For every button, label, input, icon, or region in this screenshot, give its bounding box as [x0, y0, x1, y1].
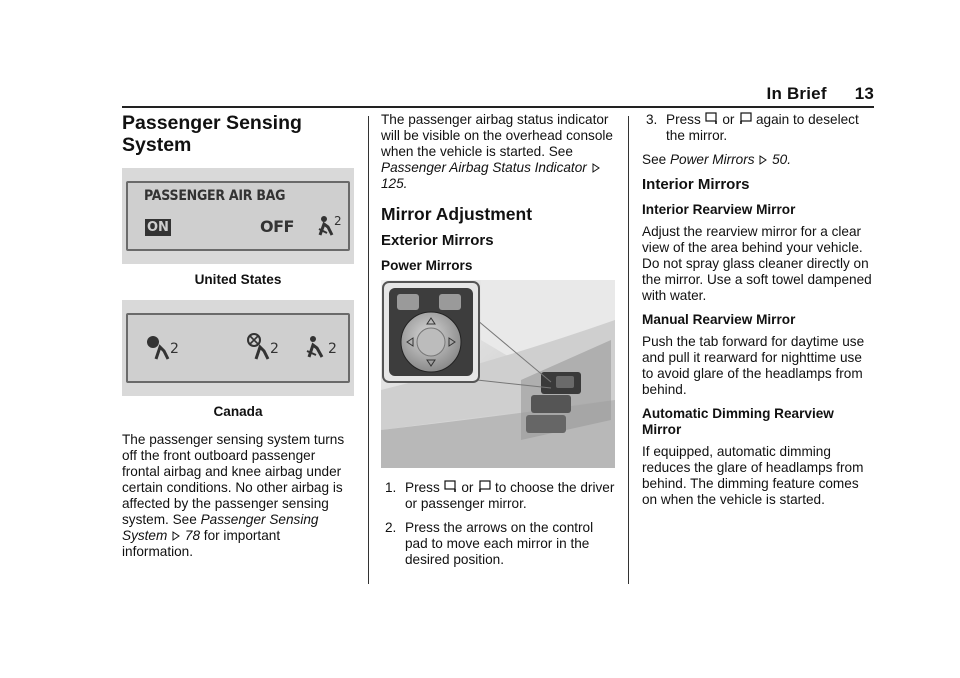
- lcd-title: PASSENGER AIR BAG: [144, 188, 286, 204]
- power-mirror-steps-cont: [642, 112, 876, 144]
- header-rule: [122, 106, 874, 108]
- step-1-or: or: [461, 480, 474, 495]
- exterior-mirrors-heading: Exterior Mirrors: [381, 232, 494, 249]
- sensing-tail-text: for important information.: [122, 528, 281, 559]
- airbag-off-seat-icon: [246, 333, 272, 361]
- power-mirrors-heading: Power Mirrors: [381, 258, 473, 273]
- column-3: [642, 112, 876, 516]
- interior-rearview-text: Adjust the rearview mirror for a clear view of the area behind your vehicle. Do not spray glass cleaner directly on the mirror. Use a soft towel dampened with water.: [642, 224, 872, 303]
- on-indicator: ON: [147, 220, 169, 235]
- auto-dimming-text: If equipped, automatic dimming reduces the glare of headlamps from behind. The dimming feature comes on when the vehicle is started.: [642, 444, 864, 507]
- us-airbag-display-image: [122, 168, 354, 264]
- power-mirrors-ref-page[interactable]: 50.: [772, 152, 792, 167]
- canada-icon-1-number: 2: [170, 341, 179, 357]
- page-header: [767, 84, 874, 104]
- door-panel-illustration: [381, 280, 615, 468]
- page-ref-arrow-icon: [171, 531, 181, 541]
- step-3-press: Press: [666, 112, 701, 127]
- power-mirrors-ref-link[interactable]: Power Mirrors: [669, 152, 755, 167]
- right-mirror-icon: [477, 480, 491, 493]
- page-ref-arrow-icon: [591, 163, 601, 173]
- interior-rearview-heading: Interior Rearview Mirror: [642, 202, 796, 217]
- canada-caption: Canada: [213, 404, 263, 419]
- step-3: [642, 112, 876, 144]
- column-divider-1: [368, 116, 369, 584]
- column-divider-2: [628, 116, 629, 584]
- status-text: The passenger airbag status indicator will be visible on the overhead console when the vehicle is started. See: [381, 112, 613, 159]
- airbag-lcd-panel-canada: [126, 313, 350, 383]
- step-2-text: Press the arrows on the control pad to move each mirror in the desired position.: [405, 520, 594, 567]
- passenger-seat-icon-canada: [304, 335, 330, 361]
- left-mirror-icon: [705, 112, 719, 125]
- page-number: 13: [854, 84, 874, 103]
- status-ref-link[interactable]: Passenger Airbag Status Indicator: [381, 160, 587, 175]
- manual-rearview-heading: Manual Rearview Mirror: [642, 312, 796, 327]
- status-paragraph: [381, 112, 615, 192]
- step-3-or: or: [722, 112, 735, 127]
- step-1: [381, 480, 615, 512]
- page-ref-arrow-icon: [758, 155, 768, 165]
- power-mirror-control-photo: [381, 280, 615, 468]
- step-2-number: 2.: [385, 520, 397, 535]
- step-3-number: 3.: [646, 112, 658, 127]
- section-title: In Brief: [766, 84, 827, 103]
- step-1-press: Press: [405, 480, 440, 495]
- left-mirror-icon: [444, 480, 458, 493]
- step-1-text: [405, 480, 615, 512]
- power-mirror-steps: [381, 480, 615, 568]
- see-word: See: [642, 152, 667, 167]
- step-1-number: 1.: [385, 480, 397, 495]
- manual-rearview-text: Push the tab forward for daytime use and pull it rearward for nighttime use to avoid glare of the headlamps from behind.: [642, 334, 865, 397]
- airbag-on-seat-icon: [146, 335, 172, 361]
- right-mirror-icon: [738, 112, 752, 125]
- sensing-ref-page[interactable]: 78: [184, 528, 201, 543]
- mirror-adjustment-heading: Mirror Adjustment: [381, 204, 533, 224]
- interior-mirrors-heading: Interior Mirrors: [642, 176, 750, 193]
- step-3-text: [666, 112, 876, 144]
- step-3-rest: again to deselect the mirror.: [666, 112, 859, 143]
- off-indicator: OFF: [260, 217, 294, 236]
- section-heading: Passenger Sensing System: [122, 112, 302, 156]
- canada-icon-3-number: 2: [328, 341, 337, 357]
- step-1-rest: to choose the driver or passenger mirror.: [405, 480, 615, 511]
- us-caption: United States: [194, 272, 282, 287]
- auto-dimming-heading: Automatic Dimming Rearview Mirror: [642, 406, 834, 437]
- sensing-paragraph: [122, 432, 354, 560]
- canada-icon-2-number: 2: [270, 341, 279, 357]
- column-2: [381, 112, 615, 576]
- canada-airbag-display-image: [122, 300, 354, 396]
- see-power-mirrors: [642, 152, 876, 168]
- sensing-body-text: The passenger sensing system turns off the front outboard passenger frontal airbag and knee airbag under certain conditions. No other airbag is affected by the passenger sensing system. See: [122, 432, 345, 527]
- seat-number: 2: [334, 214, 342, 228]
- column-1: [122, 112, 354, 568]
- sensing-ref-link[interactable]: Passenger Sensing System: [122, 512, 319, 543]
- status-ref-page[interactable]: 125.: [381, 176, 408, 191]
- step-2: [381, 520, 615, 568]
- airbag-lcd-panel: [126, 181, 350, 251]
